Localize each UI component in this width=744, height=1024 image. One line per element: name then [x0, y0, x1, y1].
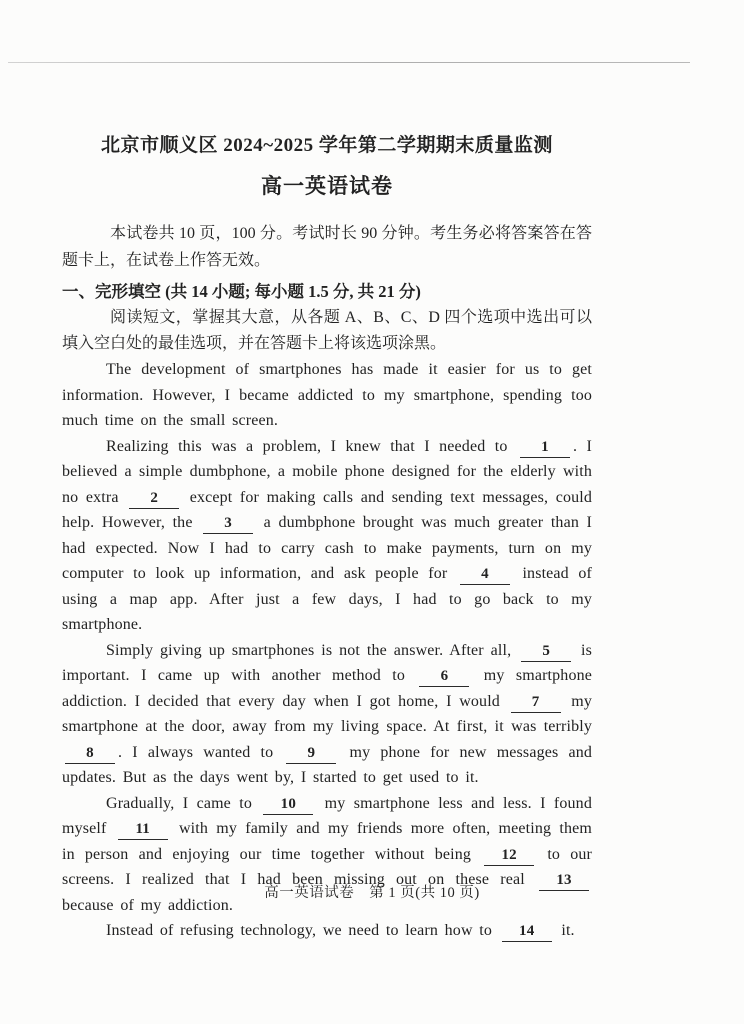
cloze-passage — [62, 357, 592, 944]
exam-header-title: 北京市顺义区 2024~2025 学年第二学期期末质量监测 — [101, 135, 553, 156]
passage-paragraph: Gradually, I came to 10 my smartphone less and less. I found myself 11 with my family and my friends more often, meeting them in person and enjoying our time together without being 12 to our screens. I realized that I had been missing out on these real 13 because of my addiction. — [62, 794, 592, 914]
section1-instructions: 阅读短文，掌握其大意，从各题 A、B、C、D 四个选项中选出可以填入空白处的最佳选项，并在答题卡上将该选项涂黑。 — [62, 309, 592, 352]
blank-9: 9 — [286, 745, 336, 764]
exam-notice: 本试卷共 10 页，100 分。考试时长 90 分钟。考生务必将答案答在答题卡上，在试卷上作答无效。 — [62, 225, 592, 269]
blank-6: 6 — [419, 668, 469, 687]
passage-paragraph: Instead of refusing technology, we need to learn how to 14 it. — [62, 918, 592, 944]
blank-7: 7 — [511, 694, 561, 713]
blank-8: 8 — [65, 745, 115, 764]
paper-title: 高一英语试卷 — [261, 174, 393, 198]
blank-3: 3 — [203, 515, 253, 534]
blank-11: 11 — [118, 821, 168, 840]
blank-4: 4 — [460, 566, 510, 585]
blank-5: 5 — [521, 643, 571, 662]
section1-heading: 一、完形填空 (共 14 小题; 每小题 1.5 分, 共 21 分) — [62, 282, 421, 301]
passage-paragraph: Realizing this was a problem, I knew that I needed to 1 . I believed a simple dumbphone, a mobile phone designed for the elderly with no extra 2 except for making calls and sending text messages, could help. However, the 3 a dumbphone brought was much greater than I had expected. Now I had to carry cash to make payments, turn on my computer to look up information, and ask people for 4 instead of using a map app. After just a few days, I had to go back to my smartphone. — [62, 437, 593, 633]
blank-12: 12 — [484, 847, 534, 866]
blank-1: 1 — [520, 439, 570, 458]
blank-10: 10 — [263, 796, 313, 815]
page-footer: 高一英语试卷 第 1 页(共 10 页) — [264, 885, 480, 901]
page-content — [62, 0, 592, 944]
blank-2: 2 — [129, 490, 179, 509]
passage-paragraph: The development of smartphones has made it easier for us to get information. However, I became addicted to my smartphone, spending too much time on the small screen. — [62, 361, 592, 429]
blank-13: 13 — [539, 872, 589, 891]
passage-paragraph: Simply giving up smartphones is not the answer. After all, 5 is important. I came up with another method to 6 my smartphone addiction. I decided that every day when I got home, I would 7 my smartphone at the door, away from my living space. At first, it was terribly 8 . I always wanted to 9 my phone for new messages and updates. But as the days went by, I started to get used to it. — [62, 641, 593, 786]
blank-14: 14 — [502, 923, 552, 942]
